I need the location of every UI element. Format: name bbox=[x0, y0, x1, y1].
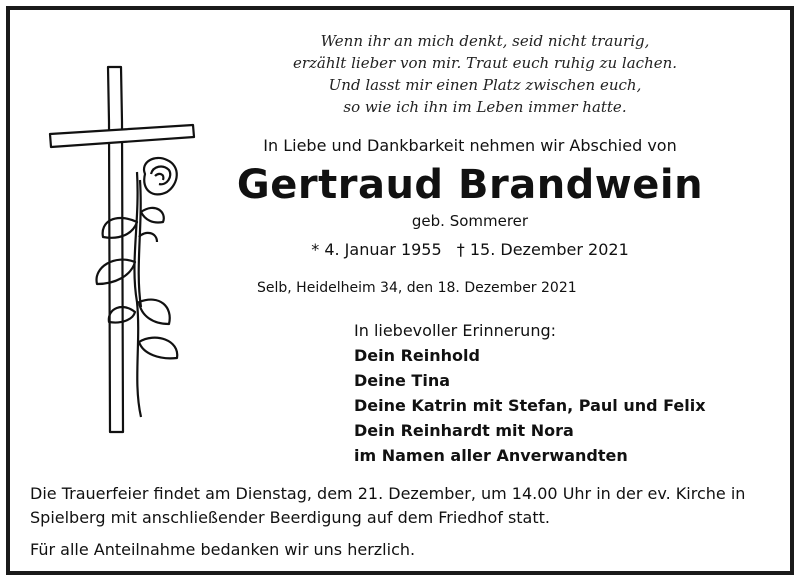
place-and-date: Selb, Heidelheim 34, den 18. Dezember 2021 bbox=[257, 280, 577, 296]
poem-line: so wie ich ihn im Leben immer hatte. bbox=[343, 98, 627, 116]
funeral-info: Die Trauerfeier findet am Dienstag, dem 21. Dezember, um 14.00 Uhr in der ev. Kirche in Spielberg mit anschließender Beerdigung auf dem Friedhof statt. bbox=[30, 484, 746, 527]
mourners-list bbox=[354, 318, 706, 468]
thanks-note: Für alle Anteilnahme bedanken wir uns herzlich. bbox=[30, 540, 416, 559]
life-dates bbox=[220, 240, 720, 259]
poem-line: erzählt lieber von mir. Traut euch ruhig zu lachen. bbox=[292, 54, 678, 72]
deceased-name: Gertraud Brandwein bbox=[236, 162, 704, 208]
poem-line: Wenn ihr an mich denkt, seid nicht traurig, bbox=[320, 32, 650, 50]
intro-text: In Liebe und Dankbarkeit nehmen wir Abschied von bbox=[263, 136, 677, 155]
mourner-entry: Deine Katrin mit Stefan, Paul und Felix bbox=[354, 396, 706, 415]
birth-date: * 4. Januar 1955 bbox=[311, 240, 442, 259]
mourner-entry: Dein Reinhardt mit Nora bbox=[354, 421, 574, 440]
death-date: † 15. Dezember 2021 bbox=[456, 240, 629, 259]
mourners-heading: In liebevoller Erinnerung: bbox=[354, 321, 556, 340]
mourner-entry: Dein Reinhold bbox=[354, 346, 480, 365]
mourner-entry: im Namen aller Anverwandten bbox=[354, 446, 628, 465]
footer bbox=[30, 482, 780, 562]
cross-with-rose-icon bbox=[45, 62, 205, 437]
poem bbox=[255, 30, 715, 118]
maiden-name: geb. Sommerer bbox=[411, 212, 529, 230]
mourner-entry: Deine Tina bbox=[354, 371, 451, 390]
poem-line: Und lasst mir einen Platz zwischen euch, bbox=[328, 76, 642, 94]
